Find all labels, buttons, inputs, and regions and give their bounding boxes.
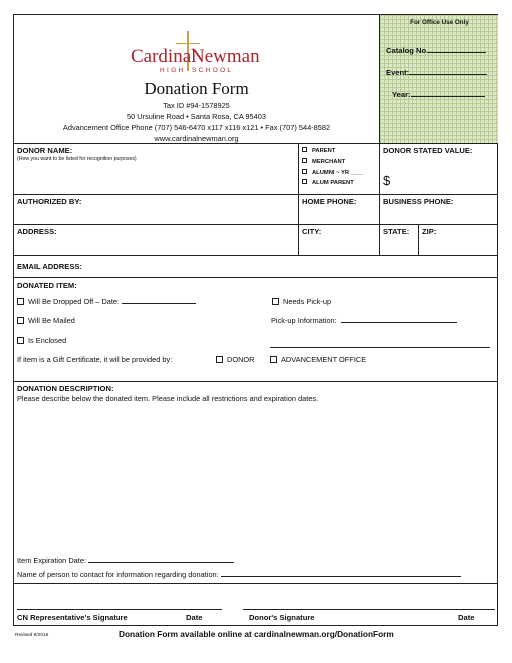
- donation-form: [13, 14, 498, 626]
- form-title: Donation Form: [144, 79, 249, 98]
- pickup-info-line[interactable]: [341, 322, 457, 323]
- office-phone: Advancement Office Phone (707) 546-6470 x117 x116 x121 • Fax (707) 544-8582: [62, 123, 331, 132]
- description-area[interactable]: [17, 407, 493, 553]
- donor-type-parent[interactable]: PARENT: [302, 146, 364, 157]
- checkbox[interactable]: [17, 317, 24, 324]
- pickup-info-line-2[interactable]: [270, 347, 490, 348]
- email-label: EMAIL ADDRESS:: [17, 262, 82, 271]
- checkbox[interactable]: [17, 298, 24, 305]
- divider: [14, 143, 497, 144]
- dropped-off-option[interactable]: Will Be Dropped Off – Date:: [17, 297, 196, 306]
- divider: [14, 224, 497, 225]
- year-label: Year:: [392, 90, 485, 99]
- checkbox[interactable]: [272, 298, 279, 305]
- checkbox[interactable]: [270, 356, 277, 363]
- date-line[interactable]: [122, 303, 196, 304]
- checkbox[interactable]: [216, 356, 223, 363]
- donor-type-alum-parent[interactable]: ALUM PARENT: [302, 178, 364, 189]
- checkbox[interactable]: [302, 169, 307, 174]
- online-notice: Donation Form available online at cardinalnewman.org/DonationForm: [119, 629, 394, 639]
- gift-office-option[interactable]: ADVANCEMENT OFFICE: [270, 355, 366, 364]
- state-label: STATE:: [383, 227, 410, 236]
- logo-school-left: Cardinal: [131, 46, 197, 67]
- needs-pickup-option[interactable]: Needs Pick-up: [272, 297, 331, 306]
- contact-line[interactable]: [221, 576, 461, 577]
- year-line[interactable]: [411, 96, 485, 97]
- currency-symbol: $: [383, 173, 391, 188]
- office-use-title: For Office Use Only: [410, 19, 469, 26]
- logo-sub-left: HIGH: [160, 67, 186, 74]
- checkbox[interactable]: [302, 158, 307, 163]
- logo-school-right: Newman: [191, 46, 260, 67]
- expiration-line[interactable]: [88, 562, 234, 563]
- donor-signature-line[interactable]: [243, 609, 495, 610]
- event-label: Event:: [386, 68, 487, 77]
- rep-signature-line[interactable]: [17, 609, 222, 610]
- zip-label: ZIP:: [422, 227, 437, 236]
- checkbox[interactable]: [302, 147, 307, 152]
- expiration-date: Item Expiration Date:: [17, 556, 234, 565]
- gift-donor-option[interactable]: DONOR: [216, 355, 255, 364]
- mailed-option[interactable]: Will Be Mailed: [17, 316, 75, 325]
- logo-sub-right: SCHOOL: [192, 67, 234, 74]
- revised-date: Revised 8/2016: [15, 633, 49, 638]
- divider: [379, 143, 380, 255]
- logo-cross-horizontal: [176, 43, 200, 44]
- donor-name-label: DONOR NAME:: [17, 146, 73, 155]
- school-address: 50 Ursuline Road • Santa Rosa, CA 95403: [127, 112, 266, 121]
- catalog-label: Catalog No.: [386, 46, 486, 55]
- contact-person: Name of person to contact for information regarding donation:: [17, 570, 461, 579]
- stated-value-field[interactable]: [394, 167, 494, 191]
- pickup-info: Pick-up Information:: [271, 316, 457, 325]
- donor-type-list: [302, 146, 364, 189]
- divider: [14, 277, 497, 278]
- authorized-by-label: AUTHORIZED BY:: [17, 197, 82, 206]
- donor-name-field[interactable]: [17, 165, 293, 191]
- divider: [14, 381, 497, 382]
- catalog-line[interactable]: [428, 52, 486, 53]
- divider: [14, 583, 497, 584]
- divider: [298, 143, 299, 255]
- city-label: CITY:: [302, 227, 322, 236]
- donated-item-heading: DONATED ITEM:: [17, 281, 77, 290]
- event-line[interactable]: [409, 74, 487, 75]
- divider: [14, 194, 497, 195]
- tax-id: Tax ID #94-1578925: [163, 101, 230, 110]
- home-phone-label: HOME PHONE:: [302, 197, 357, 206]
- donor-signature-label: Donor's Signature: [249, 613, 315, 622]
- school-website: www.cardinalnewman.org: [154, 134, 239, 143]
- office-use-box: [379, 15, 498, 143]
- donor-type-merchant[interactable]: MERCHANT: [302, 157, 364, 168]
- checkbox[interactable]: [17, 337, 24, 344]
- divider: [418, 224, 419, 255]
- description-instructions: Please describe below the donated item. Please include all restrictions and expiration dates.: [17, 394, 319, 403]
- donor-type-alumni[interactable]: ALUMNI ~ YR ____: [302, 168, 364, 179]
- enclosed-option[interactable]: Is Enclosed: [17, 336, 66, 345]
- description-heading: DONATION DESCRIPTION:: [17, 384, 114, 393]
- divider: [14, 255, 497, 256]
- donor-name-hint: (How you want to be listed for recognition purposes): [17, 156, 137, 162]
- business-phone-label: BUSINESS PHONE:: [383, 197, 454, 206]
- gift-certificate-question: If item is a Gift Certificate, it will be provided by:: [17, 355, 173, 364]
- checkbox[interactable]: [302, 179, 307, 184]
- rep-signature-label: CN Representative's Signature: [17, 613, 128, 622]
- address-label: ADDRESS:: [17, 227, 57, 236]
- donor-date-label: Date: [458, 613, 475, 622]
- rep-date-label: Date: [186, 613, 203, 622]
- stated-value-label: DONOR STATED VALUE:: [383, 146, 473, 155]
